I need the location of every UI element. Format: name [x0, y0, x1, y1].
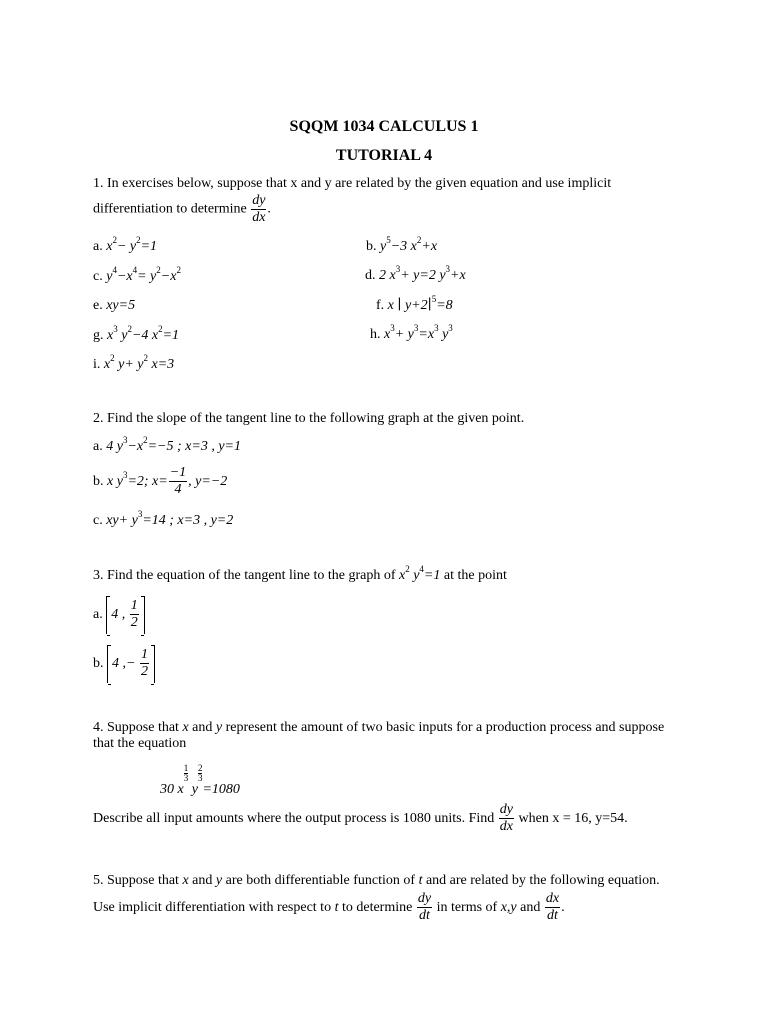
q5-line1: 5. Suppose that x and y are both differentiable function of t and are related by the following equation.	[93, 873, 660, 888]
q2-c: c. $xy+ y^3=14$ ; x=3 , y=2	[93, 509, 234, 528]
tutorial-title: TUTORIAL 4	[335, 147, 433, 164]
q4-describe: Describe all input amounts where the output process is 1080 units. Find $\frac{dy}{dx}$ when x = 16, y=54.	[93, 802, 628, 835]
q2-a: a. 4 $y^3-x^2=-5$ ; x=3 , y=1	[93, 435, 241, 454]
course-title: SQQM 1034 CALCULUS 1	[289, 118, 479, 135]
q3-b: b. 4 ,− $\frac{1}{2}$	[93, 645, 155, 683]
q4-equation: 30 x $\frac{1}{3}$ y $\frac{2}{3}$ =1080	[160, 763, 240, 797]
q1-a: a. $x^2- y^2=1$	[93, 235, 158, 254]
q2-b: b. x $y^3=2$; x= $\frac{-1}{4}$ , y=−2	[93, 465, 228, 498]
q1-b: b. $y^5-3$ $x^2+x$	[366, 235, 438, 254]
q1-e: e. xy=5	[93, 298, 136, 313]
q1-f: f. x ∣ y+2∣$^5$=8	[376, 294, 453, 313]
dy-dx-fraction: $\frac{dy}{dx}$	[252, 193, 266, 225]
q1-g: g. $x^3$ $y^2-4$ $x^2=1$	[93, 324, 180, 343]
q1-intro-line2: differentiation to determine $\frac{dy}{dx}$ .	[93, 193, 271, 225]
q1-h: h. $x^3+ y^3=x^3$ $y^3$	[370, 323, 453, 342]
q3-intro: 3. Find the equation of the tangent line to the graph of $x^2$ $y^4=1$ at the point	[93, 564, 507, 583]
q1-i: i. $x^2$ $y+ y^2$ x=3	[93, 353, 175, 372]
q2-intro: 2. Find the slope of the tangent line to the following graph at the given point.	[93, 411, 525, 426]
q1-intro-line1: 1. In exercises below, suppose that x and y are related by the given equation and use implicit	[93, 176, 612, 191]
q5-line2: Use implicit differentiation with respect to t to determine $\frac{dy}{dt}$ in terms of x,y and $\frac{dx}{dt}$ .	[93, 891, 565, 924]
q4-intro-line2: that the equation	[93, 736, 187, 751]
q1-d: d. 2 $x^3+ y=2$ $y^3+x$	[365, 264, 466, 283]
q1-c: c. $y^4-x^4= y^2-x^2$	[93, 265, 181, 284]
q4-intro-line1: 4. Suppose that x and y represent the amount of two basic inputs for a production process and suppose	[93, 720, 665, 735]
q3-a: a. 4 , $\frac{1}{2}$	[93, 596, 145, 634]
